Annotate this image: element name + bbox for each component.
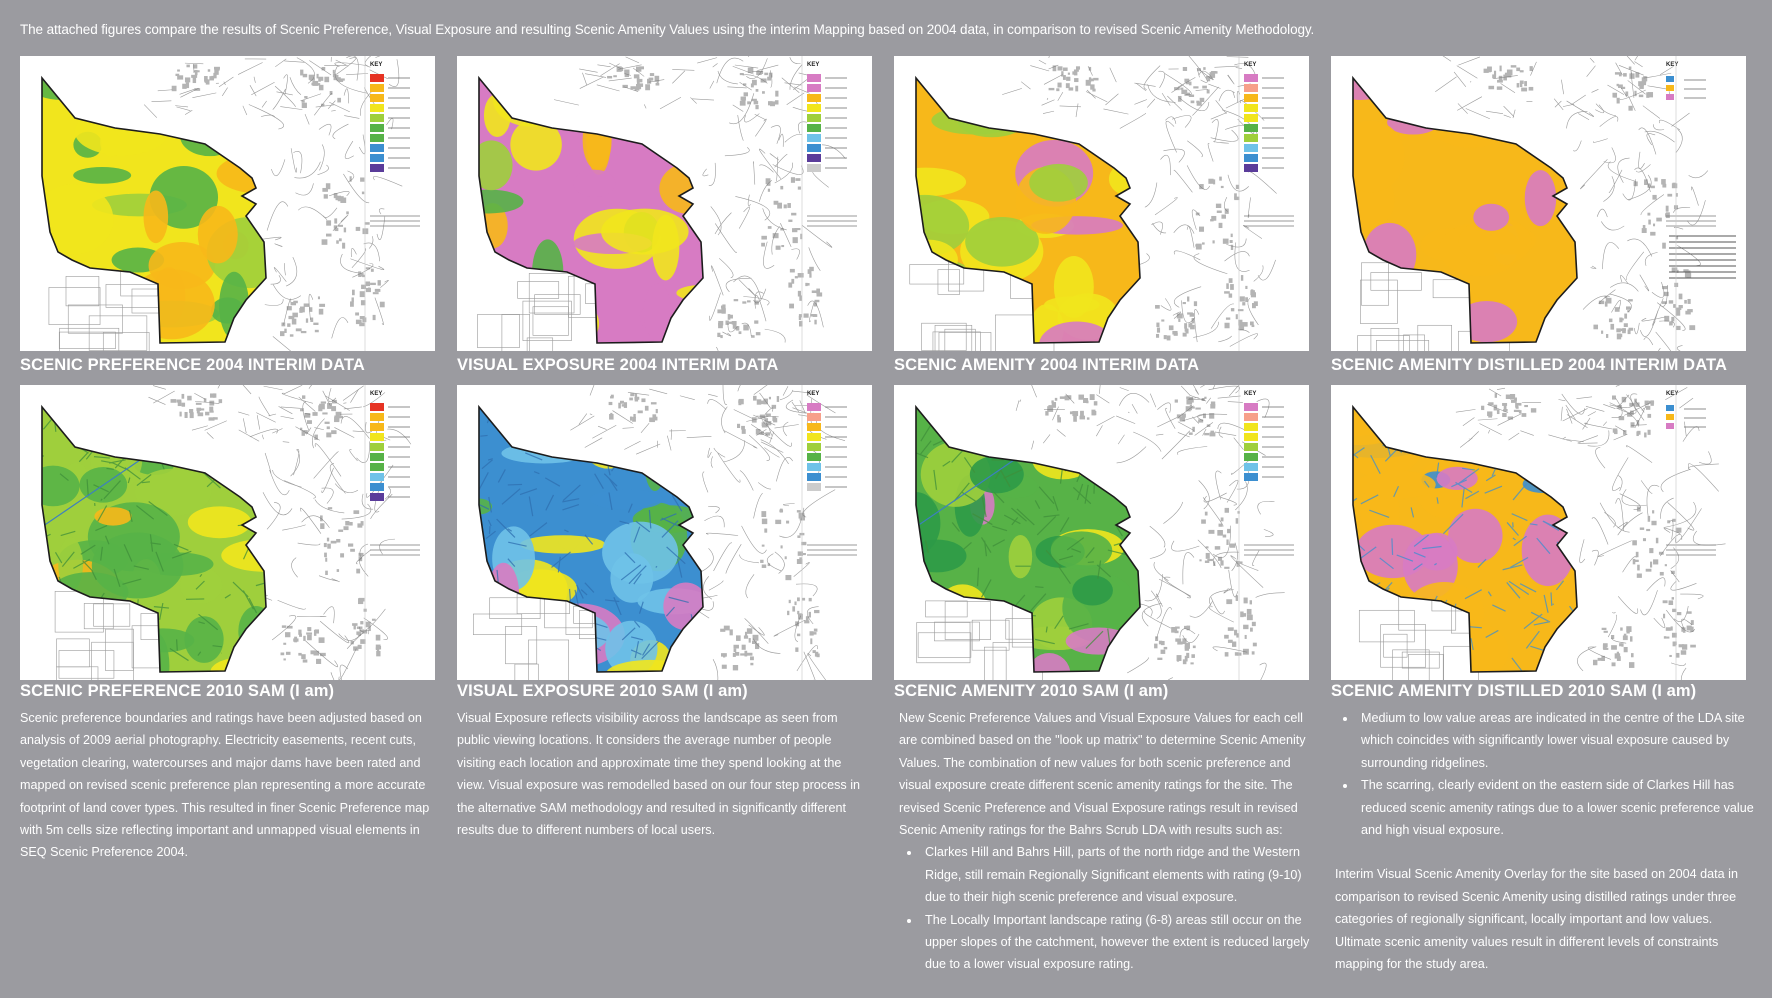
panel-title: SCENIC AMENITY 2010 SAM (I am) bbox=[894, 682, 1169, 700]
legend-icon bbox=[370, 391, 420, 555]
panel-title: SCENIC PREFERENCE 2004 INTERIM DATA bbox=[20, 356, 365, 374]
site-rating-zones bbox=[1331, 56, 1746, 351]
visual-exposure-description bbox=[457, 707, 867, 841]
site-rating-zones bbox=[1331, 385, 1746, 680]
description-paragraph: Visual Exposure reflects visibility across the landscape as seen from public viewing locations. It considers the average number of people visiting each location and approximate time they spend looking at the view. Visual exposure was remodelled based on our four step process in the alternative SAM methodology and resulted in significantly different results due to different numbers of local users. bbox=[457, 711, 860, 838]
panel-title: SCENIC PREFERENCE 2010 SAM (I am) bbox=[20, 682, 335, 700]
panel-title: VISUAL EXPOSURE 2004 INTERIM DATA bbox=[457, 356, 779, 374]
bullet-item: • Clarkes Hill and Bahrs Hill, parts of the north ridge and the Western Ridge, still remain Regionally Significant elements with rating (9-10) due to their high scenic preference and visual exposure. bbox=[921, 841, 1319, 908]
scenic-amenity-distilled-description bbox=[1335, 707, 1755, 975]
description-paragraph: Interim Visual Scenic Amenity Overlay for the site based on 2004 data in comparison to revised Scenic Amenity using distilled ratings under three categories of regionally significant, locally important and low values. Ultimate scenic amenity values result in different levels of constraints mapping for the study area. bbox=[1335, 867, 1738, 972]
legend-icon bbox=[1666, 62, 1736, 278]
map-panel bbox=[894, 56, 1309, 351]
map-panel bbox=[1331, 385, 1746, 680]
legend-icon bbox=[1244, 391, 1294, 555]
site-map bbox=[1331, 385, 1746, 680]
legend-icon bbox=[807, 62, 857, 226]
legend-key-label: KEY bbox=[1244, 391, 1257, 397]
legend-key-label: KEY bbox=[1666, 62, 1679, 68]
site-map bbox=[1331, 56, 1746, 351]
panel-title: SCENIC AMENITY DISTILLED 2010 SAM (I am) bbox=[1331, 682, 1697, 700]
panel-title: SCENIC AMENITY DISTILLED 2004 INTERIM DATA bbox=[1331, 356, 1727, 374]
map-panel bbox=[1331, 56, 1746, 351]
map-panel bbox=[894, 385, 1309, 680]
scenic-amenity-description bbox=[899, 707, 1319, 976]
site-map bbox=[894, 56, 1309, 351]
description-bullets bbox=[1335, 707, 1755, 841]
description-paragraph: New Scenic Preference Values and Visual Exposure Values for each cell are combined based on the "look up matrix" to determine Scenic Amenity Values. The combination of new values for both scenic preference and visual exposure create different scenic amenity ratings for the site. The revised Scenic Preference and Visual Exposure ratings result in revised Scenic Amenity ratings for the Bahrs Scrub LDA with results such as: bbox=[899, 711, 1306, 838]
site-map bbox=[457, 56, 872, 351]
map-panel bbox=[20, 385, 435, 680]
legend-key-label: KEY bbox=[1244, 62, 1257, 68]
bullet-item: • The scarring, clearly evident on the eastern side of Clarkes Hill has reduced scenic amenity ratings due to a lower scenic preference value and high visual exposure. bbox=[1357, 774, 1755, 841]
legend-key-label: KEY bbox=[1666, 391, 1679, 397]
intro-text: The attached figures compare the results of Scenic Preference, Visual Exposure and resulting Scenic Amenity Values using the interim Mapping based on 2004 data, in comparison to revised Scenic Amenity Methodology. bbox=[20, 22, 1315, 37]
site-map bbox=[894, 385, 1309, 680]
site-map bbox=[20, 56, 435, 351]
description-bullets bbox=[899, 841, 1319, 975]
map-panel bbox=[457, 385, 872, 680]
legend-icon bbox=[1244, 62, 1294, 226]
panel-title: SCENIC AMENITY 2004 INTERIM DATA bbox=[894, 356, 1200, 374]
site-map bbox=[20, 385, 435, 680]
panel-title: VISUAL EXPOSURE 2010 SAM (I am) bbox=[457, 682, 748, 700]
legend-icon bbox=[807, 391, 857, 555]
scenic-preference-description bbox=[20, 707, 430, 864]
bullet-item: • The Locally Important landscape rating (6-8) areas still occur on the upper slopes of the catchment, however the extent is reduced largely due to a lower visual exposure rating. bbox=[921, 909, 1319, 976]
legend-key-label: KEY bbox=[370, 62, 383, 68]
bullet-item: • Medium to low value areas are indicated in the centre of the LDA site which coincides with significantly lower visual exposure caused by surrounding ridgelines. bbox=[1357, 707, 1755, 774]
legend-icon bbox=[1666, 391, 1716, 555]
site-map bbox=[457, 385, 872, 680]
legend-key-label: KEY bbox=[370, 391, 383, 397]
legend-key-label: KEY bbox=[807, 391, 820, 397]
legend-key-label: KEY bbox=[807, 62, 820, 68]
description-paragraph: Scenic preference boundaries and ratings have been adjusted based on analysis of 2009 aerial photography. Electricity easements, recent cuts, vegetation clearing, watercourses and major dams have been rated and mapped on revised scenic preference plan representing a more accurate footprint of land cover types. This resulted in finer Scenic Preference map with 5m cells size reflecting important and unmapped visual elements in SEQ Scenic Preference 2004. bbox=[20, 711, 430, 860]
map-panel bbox=[457, 56, 872, 351]
map-panel bbox=[20, 56, 435, 351]
